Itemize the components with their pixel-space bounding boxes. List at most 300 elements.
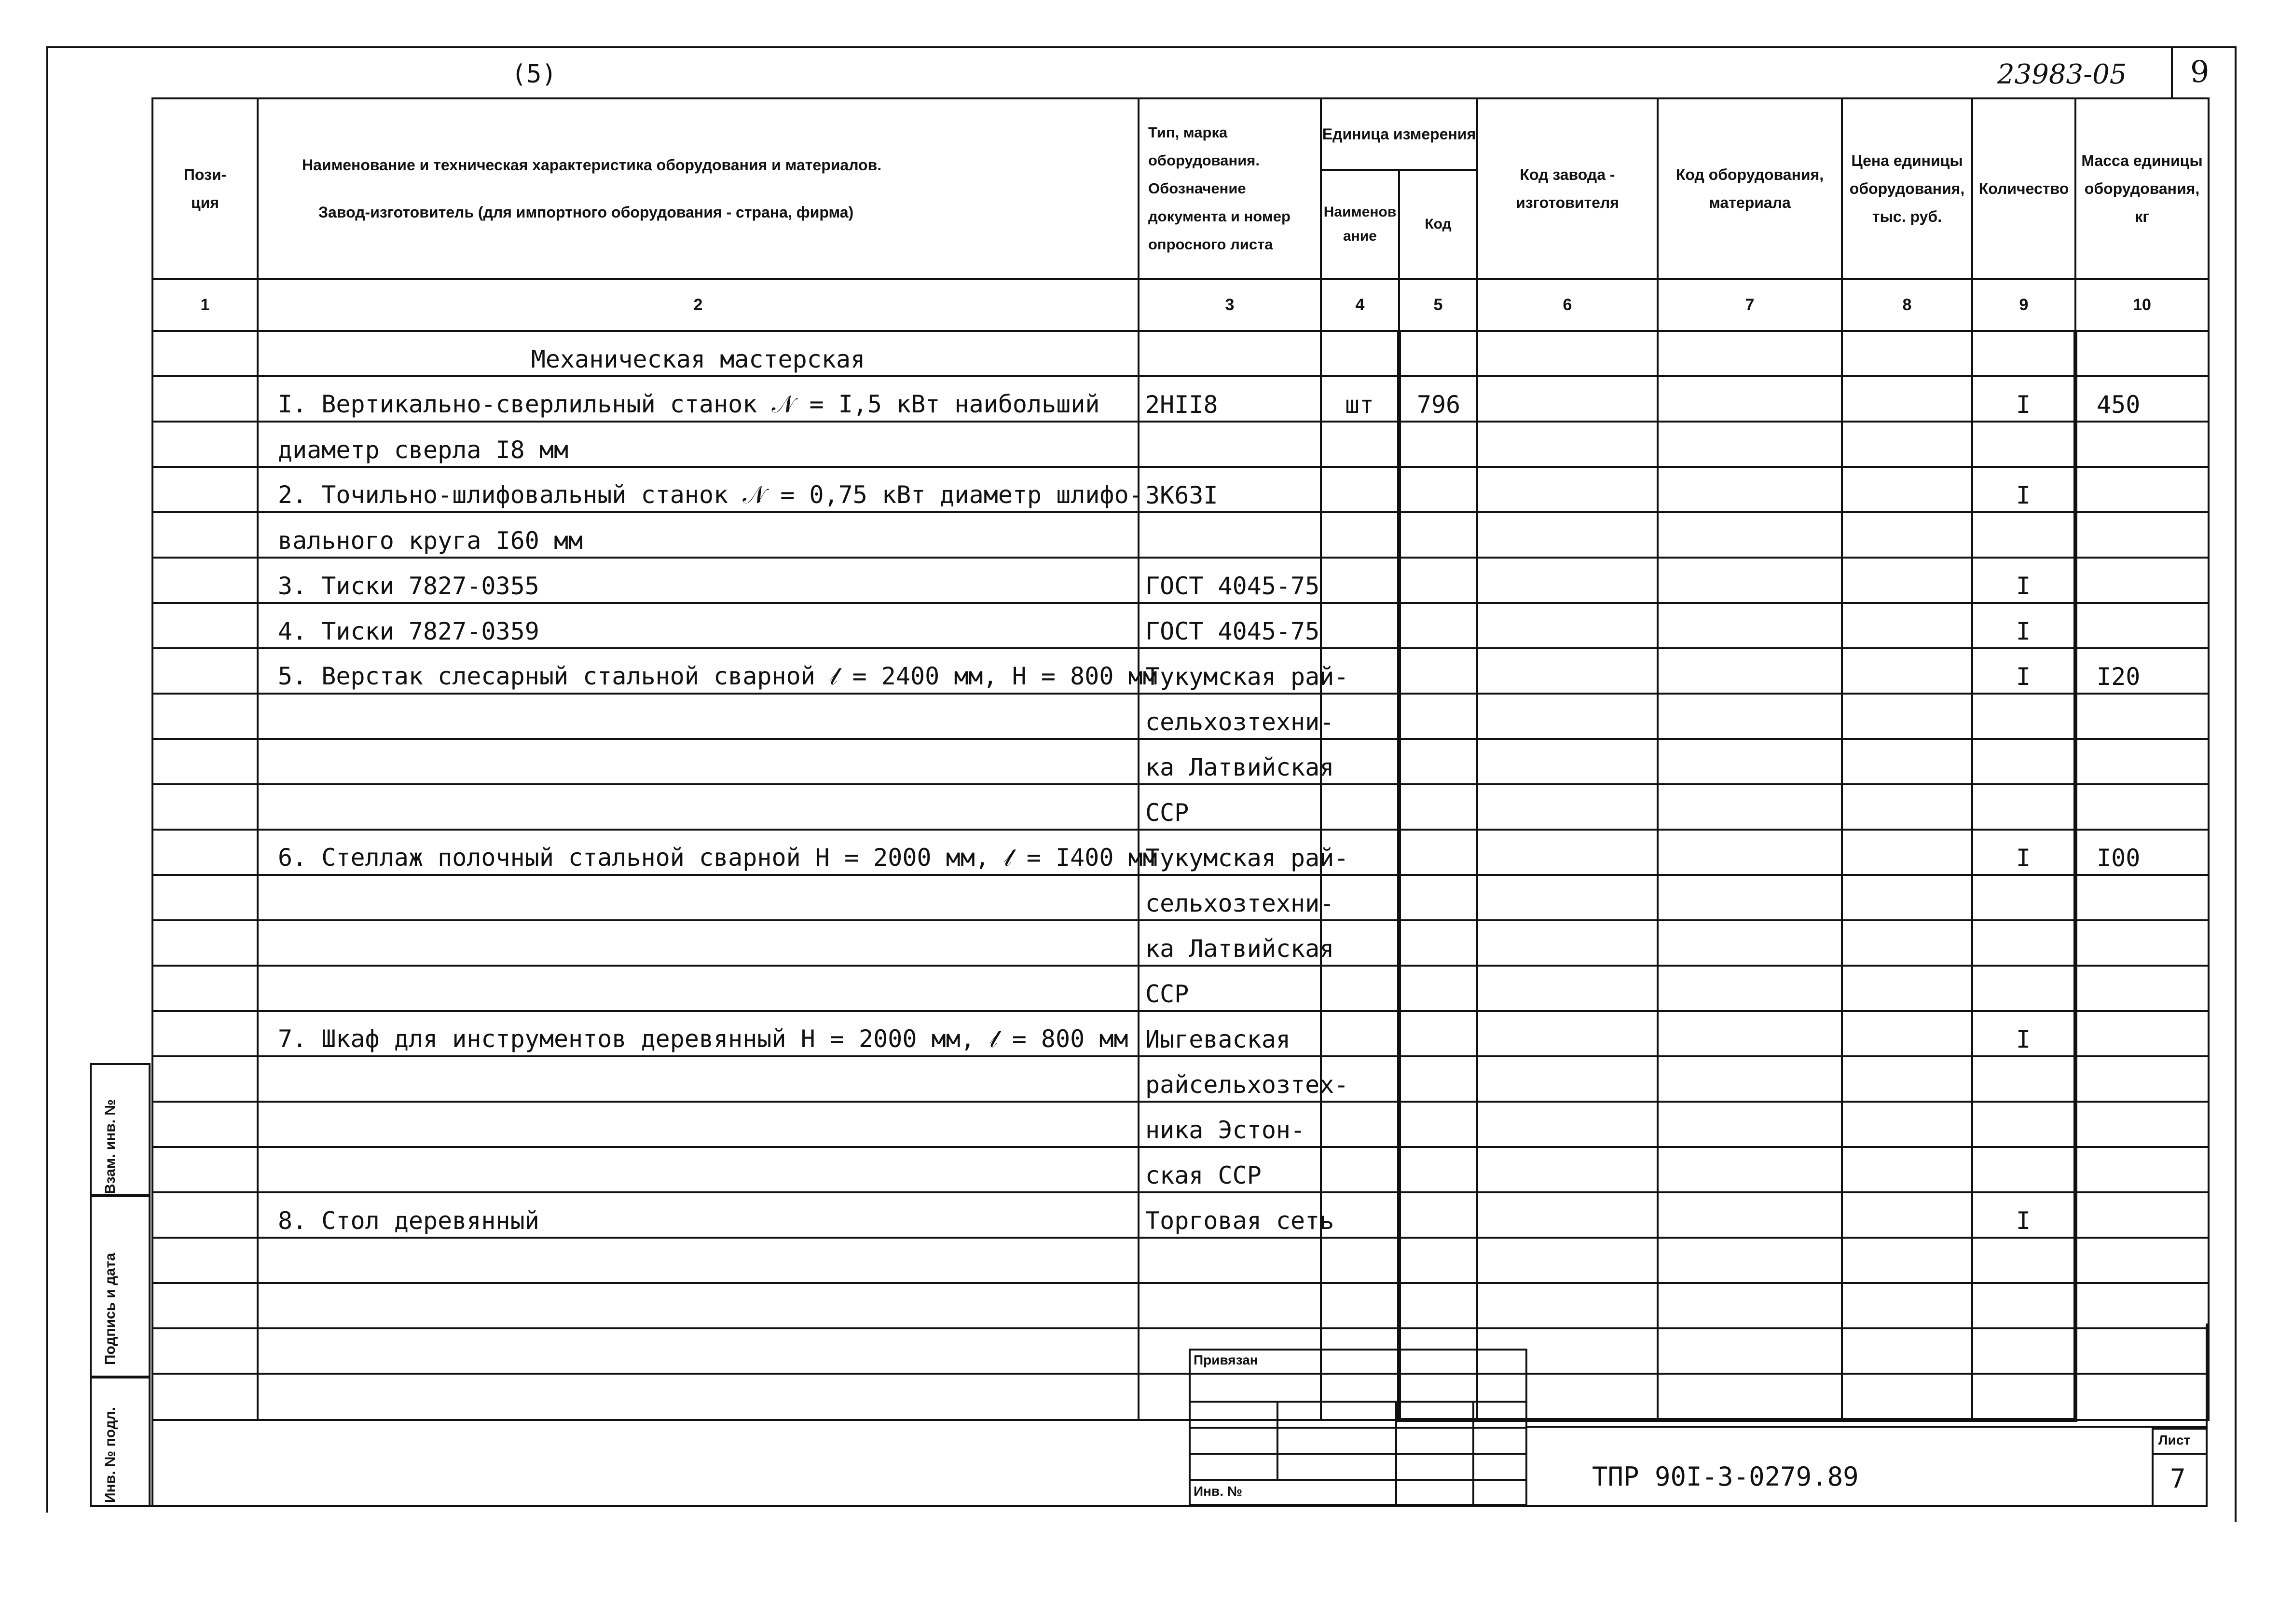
position-cell: [152, 467, 258, 512]
price-cell: [1842, 784, 1972, 830]
table-row: [152, 1192, 2209, 1238]
price-cell: [1842, 739, 1972, 784]
col-num-7: 7: [1658, 279, 1842, 331]
bottom-frame-line: [90, 1505, 2208, 1507]
type-cell: ка Латвийская: [1139, 920, 1321, 966]
header-type: Тип, марка оборудования. Обозначение документа и номер опросного листа: [1139, 98, 1321, 279]
name-cell: [258, 1374, 1139, 1420]
col-num-5: 5: [1399, 279, 1477, 331]
factory-code-cell: [1477, 558, 1658, 603]
section-number: (5): [511, 60, 557, 89]
name-cell: [258, 920, 1139, 966]
header-factory-code: Код завода - изготовителя: [1477, 98, 1658, 279]
position-cell: [152, 966, 258, 1011]
quantity-cell: [1972, 1328, 2075, 1374]
table-row: [152, 1056, 2209, 1102]
sheet-box-divider: [2152, 1453, 2208, 1455]
table-bottom-left-line: [151, 1324, 153, 1506]
unit-name-cell: [1321, 966, 1399, 1011]
name-cell: 2. Точильно-шлифовальный станок 𝒩 = 0,75 кВт диаметр шлифо-: [258, 467, 1139, 512]
unit-name-cell: [1321, 1147, 1399, 1192]
price-cell: [1842, 512, 1972, 558]
mass-cell: [2075, 331, 2209, 376]
factory-code-cell: [1477, 694, 1658, 739]
type-cell: сельхозтехни-: [1139, 875, 1321, 920]
col-num-3: 3: [1139, 279, 1321, 331]
unit-name-cell: шт: [1321, 376, 1399, 422]
type-cell: 2НII8: [1139, 376, 1321, 422]
name-cell: [258, 1102, 1139, 1147]
col-num-9: 9: [1972, 279, 2075, 331]
unit-code-cell: [1399, 694, 1477, 739]
name-cell: [258, 784, 1139, 830]
equipment-code-cell: [1658, 1238, 1842, 1283]
sheet-corner-number: 9: [2190, 54, 2210, 89]
mass-cell: [2075, 694, 2209, 739]
position-cell: [152, 920, 258, 966]
equipment-code-cell: [1658, 603, 1842, 648]
name-cell: диаметр сверла I8 мм: [258, 422, 1139, 467]
name-cell: вального круга I60 мм: [258, 512, 1139, 558]
stamp-vline-1: [1277, 1401, 1278, 1480]
table-row: [152, 1238, 2209, 1283]
col-num-4: 4: [1321, 279, 1399, 331]
header-price: Цена единицы оборудования, тыс. руб.: [1842, 98, 1972, 279]
equipment-code-cell: [1658, 1328, 1842, 1374]
factory-code-cell: [1477, 376, 1658, 422]
name-cell: [258, 1283, 1139, 1328]
price-cell: [1842, 1374, 1972, 1420]
mass-cell: 450: [2075, 376, 2209, 422]
equipment-code-cell: [1658, 694, 1842, 739]
price-cell: [1842, 376, 1972, 422]
name-cell: 5. Верстак слесарный стальной сварной 𝓁 = 2400 мм, Н = 800 мм: [258, 648, 1139, 694]
unit-name-cell: [1321, 1011, 1399, 1056]
mass-cell: [2075, 875, 2209, 920]
equipment-code-cell: [1658, 648, 1842, 694]
name-cell: [258, 875, 1139, 920]
quantity-cell: [1972, 1147, 2075, 1192]
price-cell: [1842, 1328, 1972, 1374]
header-position: Пози- ция: [152, 98, 258, 279]
unit-name-cell: [1321, 558, 1399, 603]
type-cell: ГОСТ 4045-75: [1139, 603, 1321, 648]
stamp-vline-3: [1472, 1401, 1474, 1506]
quantity-cell: [1972, 1102, 2075, 1147]
mass-cell: [2075, 558, 2209, 603]
mass-cell: [2075, 1238, 2209, 1283]
table-row: [152, 331, 2209, 376]
position-cell: [152, 739, 258, 784]
position-cell: [152, 376, 258, 422]
stamp-line-2: [1189, 1427, 1527, 1429]
price-cell: [1842, 966, 1972, 1011]
unit-name-cell: [1321, 1102, 1399, 1147]
position-cell: [152, 422, 258, 467]
factory-code-cell: [1477, 1147, 1658, 1192]
position-cell: [152, 784, 258, 830]
equipment-code-cell: [1658, 1147, 1842, 1192]
mass-cell: [2075, 1056, 2209, 1102]
unit-code-cell: [1399, 1283, 1477, 1328]
type-cell: Тукумская рай-: [1139, 830, 1321, 875]
price-cell: [1842, 422, 1972, 467]
frame-right-line: [2235, 46, 2237, 1522]
archive-number: 23983-05: [1997, 59, 2127, 90]
side-label-orig-inv: Инв. № подл.: [102, 1406, 118, 1503]
price-cell: [1842, 1283, 1972, 1328]
position-cell: [152, 1374, 258, 1420]
unit-code-cell: [1399, 966, 1477, 1011]
unit-code-cell: [1399, 422, 1477, 467]
unit-code-cell: [1399, 1238, 1477, 1283]
factory-code-cell: [1477, 331, 1658, 376]
stamp-line-1: [1189, 1401, 1527, 1403]
col-num-10: 10: [2075, 279, 2209, 331]
unit-code-cell: [1399, 512, 1477, 558]
unit-code-cell: [1399, 875, 1477, 920]
table-row: [152, 784, 2209, 830]
position-cell: [152, 1102, 258, 1147]
table-row: [152, 512, 2209, 558]
table-row: [152, 739, 2209, 784]
name-cell: 8. Стол деревянный: [258, 1192, 1139, 1238]
col-num-2: 2: [258, 279, 1139, 331]
position-cell: [152, 1056, 258, 1102]
unit-code-cell: [1399, 920, 1477, 966]
price-cell: [1842, 1011, 1972, 1056]
unit-code-cell: [1399, 467, 1477, 512]
equipment-code-cell: [1658, 558, 1842, 603]
equipment-code-cell: [1658, 1102, 1842, 1147]
position-cell: [152, 1011, 258, 1056]
equipment-code-cell: [1658, 1056, 1842, 1102]
position-cell: [152, 331, 258, 376]
header-name-line1: Наименование и техническая характеристика оборудования и материалов.: [302, 156, 882, 174]
header-name: [258, 98, 1139, 279]
equipment-code-cell: [1658, 331, 1842, 376]
unit-name-cell: [1321, 512, 1399, 558]
unit-code-cell: [1399, 1056, 1477, 1102]
type-cell: ская ССР: [1139, 1147, 1321, 1192]
table-row: [152, 1011, 2209, 1056]
side-strip-orig-inv: [90, 1377, 151, 1507]
quantity-cell: [1972, 331, 2075, 376]
quantity-cell: I: [1972, 558, 2075, 603]
quantity-cell: [1972, 920, 2075, 966]
type-cell: райсельхозтех-: [1139, 1056, 1321, 1102]
quantity-cell: I: [1972, 1192, 2075, 1238]
table-row: [152, 376, 2209, 422]
position-cell: [152, 1238, 258, 1283]
sheet-number: 7: [2170, 1463, 2186, 1494]
col-num-8: 8: [1842, 279, 1972, 331]
quantity-cell: [1972, 875, 2075, 920]
name-cell: [258, 1147, 1139, 1192]
type-cell: ГОСТ 4045-75: [1139, 558, 1321, 603]
equipment-spec-table: [151, 97, 2210, 1422]
stamp-vline-2: [1395, 1401, 1397, 1506]
name-cell: [258, 1238, 1139, 1283]
quantity-cell: [1972, 1374, 2075, 1420]
price-cell: [1842, 648, 1972, 694]
type-cell: [1139, 1238, 1321, 1283]
type-cell: [1139, 331, 1321, 376]
type-cell: ка Латвийская: [1139, 739, 1321, 784]
mass-cell: [2075, 603, 2209, 648]
side-strip-signature: [90, 1195, 151, 1378]
type-cell: ника Эстон-: [1139, 1102, 1321, 1147]
document-code: ТПР 90I-3-0279.89: [1592, 1461, 1859, 1492]
position-cell: [152, 830, 258, 875]
unit-code-cell: [1399, 648, 1477, 694]
quantity-cell: [1972, 1238, 2075, 1283]
stamp-attached-label: Привязан: [1194, 1352, 1258, 1367]
table-row: [152, 467, 2209, 512]
title-block-top-line: [1527, 1426, 2208, 1428]
type-cell: Тукумская рай-: [1139, 648, 1321, 694]
factory-code-cell: [1477, 1102, 1658, 1147]
unit-code-cell: [1399, 1147, 1477, 1192]
unit-code-cell: [1399, 1102, 1477, 1147]
quantity-cell: [1972, 784, 2075, 830]
mass-cell: [2075, 1192, 2209, 1238]
col-num-1: 1: [152, 279, 258, 331]
price-cell: [1842, 920, 1972, 966]
equipment-code-cell: [1658, 1192, 1842, 1238]
quantity-cell: I: [1972, 830, 2075, 875]
mass-cell: [2075, 512, 2209, 558]
header-quantity: Количество: [1972, 98, 2075, 279]
unit-code-cell: [1399, 830, 1477, 875]
mass-cell: [2075, 1102, 2209, 1147]
factory-code-cell: [1477, 1238, 1658, 1283]
price-cell: [1842, 1147, 1972, 1192]
frame-top-line: [46, 46, 2237, 48]
name-cell: [258, 694, 1139, 739]
unit-code-cell: [1399, 1011, 1477, 1056]
price-cell: [1842, 1056, 1972, 1102]
price-cell: [1842, 1192, 1972, 1238]
table-row: [152, 694, 2209, 739]
factory-code-cell: [1477, 648, 1658, 694]
quantity-cell: [1972, 694, 2075, 739]
stamp-line-3: [1189, 1453, 1527, 1455]
type-cell: сельхозтехни-: [1139, 694, 1321, 739]
table-row: [152, 1102, 2209, 1147]
type-cell: Иыгеваская: [1139, 1011, 1321, 1056]
name-cell: 7. Шкаф для инструментов деревянный Н = 2000 мм, 𝓁 = 800 мм: [258, 1011, 1139, 1056]
position-cell: [152, 512, 258, 558]
quantity-cell: [1972, 512, 2075, 558]
equipment-code-cell: [1658, 1011, 1842, 1056]
price-cell: [1842, 1102, 1972, 1147]
corner-box-divider: [2171, 46, 2173, 98]
price-cell: [1842, 603, 1972, 648]
side-label-signature: Подпись и дата: [102, 1253, 118, 1365]
name-cell: [258, 739, 1139, 784]
name-cell: [258, 1056, 1139, 1102]
quantity-cell: I: [1972, 603, 2075, 648]
equipment-code-cell: [1658, 784, 1842, 830]
mass-cell: I20: [2075, 648, 2209, 694]
price-cell: [1842, 694, 1972, 739]
factory-code-cell: [1477, 467, 1658, 512]
table-row: [152, 603, 2209, 648]
mass-cell: [2075, 966, 2209, 1011]
header-name-line2: Завод-изготовитель (для импортного оборудования - страна, фирма): [318, 204, 854, 221]
equipment-code-cell: [1658, 467, 1842, 512]
table-row: [152, 558, 2209, 603]
quantity-cell: [1972, 739, 2075, 784]
type-cell: [1139, 422, 1321, 467]
quantity-cell: [1972, 1283, 2075, 1328]
spec-rows: [152, 331, 2209, 1420]
position-cell: [152, 1283, 258, 1328]
equipment-code-cell: [1658, 422, 1842, 467]
sheet-label: Лист: [2158, 1433, 2191, 1447]
table-row: [152, 1374, 2209, 1420]
equipment-code-cell: [1658, 376, 1842, 422]
frame-left-line: [46, 46, 48, 1513]
position-cell: [152, 648, 258, 694]
equipment-code-cell: [1658, 920, 1842, 966]
table-row: [152, 648, 2209, 694]
factory-code-cell: [1477, 1056, 1658, 1102]
type-cell: Торговая сеть: [1139, 1192, 1321, 1238]
position-cell: [152, 1147, 258, 1192]
unit-name-cell: [1321, 422, 1399, 467]
table-row: [152, 830, 2209, 875]
mass-cell: [2075, 467, 2209, 512]
equipment-code-cell: [1658, 1374, 1842, 1420]
position-cell: [152, 603, 258, 648]
equipment-code-cell: [1658, 830, 1842, 875]
unit-code-cell: 796: [1399, 376, 1477, 422]
stamp-inv-label: Инв. №: [1194, 1484, 1243, 1499]
price-cell: [1842, 830, 1972, 875]
factory-code-cell: [1477, 1192, 1658, 1238]
quantity-cell: I: [1972, 648, 2075, 694]
quantity-cell: [1972, 422, 2075, 467]
factory-code-cell: [1477, 966, 1658, 1011]
price-cell: [1842, 558, 1972, 603]
quantity-cell: I: [1972, 376, 2075, 422]
header-row-1: [152, 98, 2209, 170]
factory-code-cell: [1477, 784, 1658, 830]
price-cell: [1842, 467, 1972, 512]
unit-code-cell: [1399, 558, 1477, 603]
equipment-code-cell: [1658, 875, 1842, 920]
name-cell: I. Вертикально-сверлильный станок 𝒩 = I,5 кВт наибольший: [258, 376, 1139, 422]
price-cell: [1842, 1238, 1972, 1283]
header-unit-group: Единица измерения: [1321, 98, 1477, 170]
table-row: [152, 422, 2209, 467]
price-cell: [1842, 331, 1972, 376]
name-cell: 3. Тиски 7827-0355: [258, 558, 1139, 603]
type-cell: ССР: [1139, 966, 1321, 1011]
price-cell: [1842, 875, 1972, 920]
side-label-replaced-inv: Взам. инв. №: [102, 1099, 118, 1194]
type-cell: 3К63I: [1139, 467, 1321, 512]
name-cell: [258, 1328, 1139, 1374]
factory-code-cell: [1477, 512, 1658, 558]
mass-cell: [2075, 1011, 2209, 1056]
factory-code-cell: [1477, 422, 1658, 467]
column-numbers-row: [152, 279, 2209, 331]
factory-code-cell: [1477, 920, 1658, 966]
mass-cell: [2075, 1328, 2209, 1374]
header-mass: Масса единицы оборудования, кг: [2075, 98, 2209, 279]
factory-code-cell: [1477, 1011, 1658, 1056]
unit-name-cell: [1321, 1283, 1399, 1328]
equipment-code-cell: [1658, 739, 1842, 784]
position-cell: [152, 875, 258, 920]
unit-name-cell: [1321, 1238, 1399, 1283]
table-row: [152, 1147, 2209, 1192]
quantity-cell: I: [1972, 467, 2075, 512]
mass-cell: [2075, 1283, 2209, 1328]
position-cell: [152, 694, 258, 739]
unit-code-cell: [1399, 784, 1477, 830]
stamp-line-4: [1189, 1479, 1527, 1481]
mass-cell: [2075, 739, 2209, 784]
mass-cell: [2075, 1147, 2209, 1192]
name-cell: 4. Тиски 7827-0359: [258, 603, 1139, 648]
factory-code-cell: [1477, 1283, 1658, 1328]
header-unit-name: Наименование: [1321, 170, 1399, 279]
name-cell: Механическая мастерская: [258, 331, 1139, 376]
equipment-code-cell: [1658, 512, 1842, 558]
quantity-cell: [1972, 1056, 2075, 1102]
type-cell: [1139, 1283, 1321, 1328]
table-row: [152, 1283, 2209, 1328]
unit-name-cell: [1321, 603, 1399, 648]
position-cell: [152, 1192, 258, 1238]
table-row: [152, 966, 2209, 1011]
type-cell: ССР: [1139, 784, 1321, 830]
factory-code-cell: [1477, 603, 1658, 648]
factory-code-cell: [1477, 830, 1658, 875]
name-cell: 6. Стеллаж полочный стальной сварной Н = 2000 мм, 𝓁 = I400 мм: [258, 830, 1139, 875]
unit-name-cell: [1321, 784, 1399, 830]
side-strip-replaced-inv: [90, 1063, 151, 1196]
unit-name-cell: [1321, 331, 1399, 376]
unit-code-cell: [1399, 603, 1477, 648]
mass-cell: [2075, 1374, 2209, 1420]
mass-cell: [2075, 920, 2209, 966]
unit-name-cell: [1321, 467, 1399, 512]
table-row: [152, 920, 2209, 966]
position-cell: [152, 1328, 258, 1374]
table-row: [152, 875, 2209, 920]
type-cell: [1139, 512, 1321, 558]
unit-code-cell: [1399, 739, 1477, 784]
position-cell: [152, 558, 258, 603]
equipment-code-cell: [1658, 966, 1842, 1011]
mass-cell: [2075, 422, 2209, 467]
unit-code-cell: [1399, 1192, 1477, 1238]
quantity-cell: [1972, 966, 2075, 1011]
equipment-code-cell: [1658, 1283, 1842, 1328]
mass-cell: I00: [2075, 830, 2209, 875]
mass-cell: [2075, 784, 2209, 830]
factory-code-cell: [1477, 875, 1658, 920]
table-row: [152, 1328, 2209, 1374]
factory-code-cell: [1477, 739, 1658, 784]
name-cell: [258, 966, 1139, 1011]
header-equipment-code: Код оборудования, материала: [1658, 98, 1842, 279]
